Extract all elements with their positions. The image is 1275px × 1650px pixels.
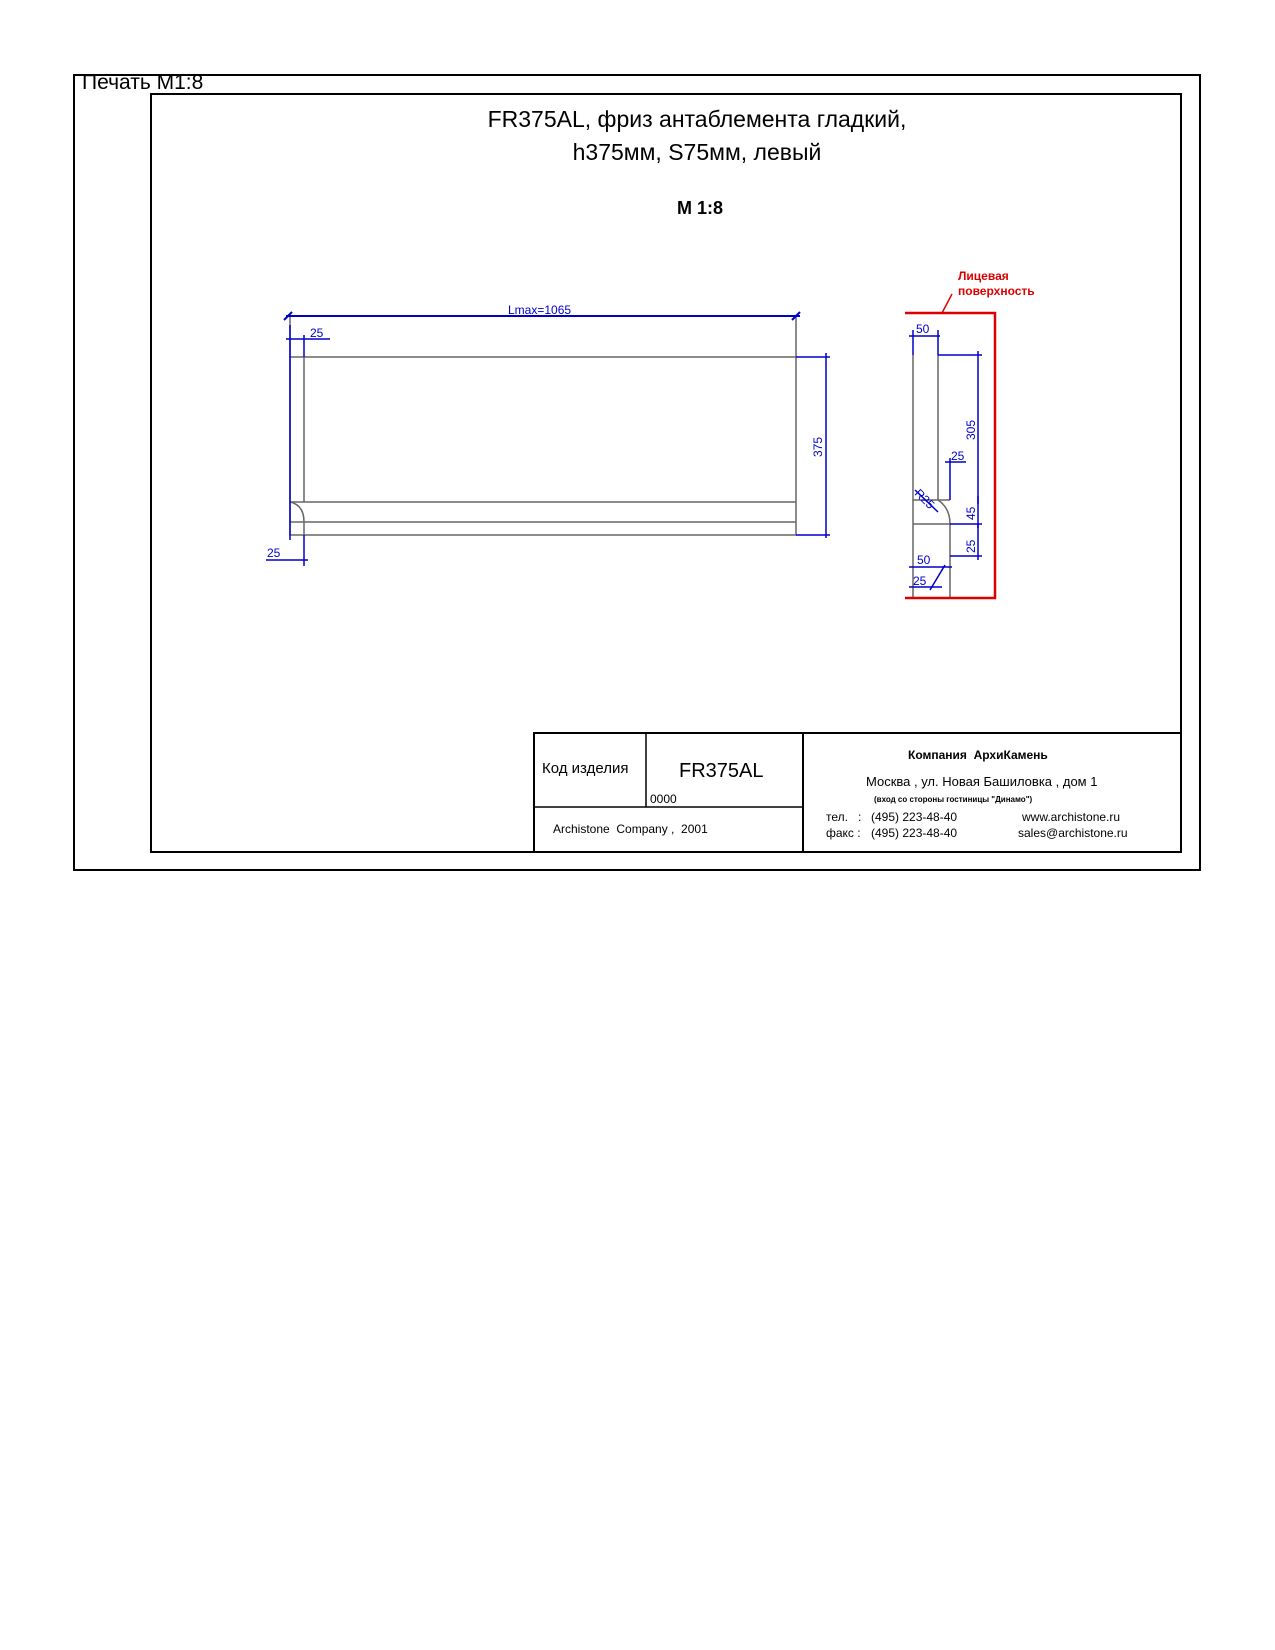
phone-label: тел. : xyxy=(826,810,862,824)
front-view xyxy=(266,303,830,566)
step-dim-label: 25 xyxy=(951,449,965,463)
radius-dim-label: R25 xyxy=(911,486,938,512)
front-view-outline xyxy=(290,357,796,535)
section-rounded-step xyxy=(938,500,950,598)
title-line-1: FR375AL, фриз антаблемента гладкий, xyxy=(487,106,907,132)
email: sales@archistone.ru xyxy=(1018,826,1128,840)
code-number: 0000 xyxy=(650,792,677,806)
face-surface-leader xyxy=(942,294,952,313)
code-label: Код изделия xyxy=(542,760,629,777)
face-surface-label-1: Лицевая xyxy=(958,269,1009,283)
upper-height-dim-label: 305 xyxy=(964,419,978,440)
lower-height-dim-label: 25 xyxy=(964,539,978,553)
front-view-rounded-corner xyxy=(290,502,304,535)
scale-label: М 1:8 xyxy=(677,198,724,218)
face-surface-label-2: поверхность xyxy=(958,284,1035,298)
website: www.archistone.ru xyxy=(1022,810,1121,824)
bottom-offset-dim-label-section: 25 xyxy=(913,574,927,588)
bottom-width-dim-label: 50 xyxy=(917,553,931,567)
section-view xyxy=(905,269,1035,598)
copyright: Archistone Company , 2001 xyxy=(553,822,708,836)
company-name: Компания АрхиКамень xyxy=(908,748,1048,762)
title-line-2: h375мм, S75мм, левый xyxy=(572,139,822,165)
phone-number: (495) 223-48-40 xyxy=(871,810,958,824)
middle-height-dim-label: 45 xyxy=(964,506,978,520)
top-width-dim-label: 50 xyxy=(916,322,930,336)
company-address-note: (вход со стороны гостиницы "Динамо") xyxy=(874,795,1033,804)
fax-label: факс : xyxy=(826,826,861,840)
code-value: FR375AL xyxy=(679,760,764,782)
height-dim-label: 375 xyxy=(811,436,825,457)
fax-number: (495) 223-48-40 xyxy=(871,826,958,840)
length-dim-label: Lmax=1065 xyxy=(508,303,572,317)
bottom-offset-dim-label: 25 xyxy=(267,546,281,560)
left-offset-dim-label: 25 xyxy=(310,326,324,340)
company-address: Москва , ул. Новая Башиловка , дом 1 xyxy=(866,774,1098,789)
print-label: Печать М1:8 xyxy=(82,71,204,94)
